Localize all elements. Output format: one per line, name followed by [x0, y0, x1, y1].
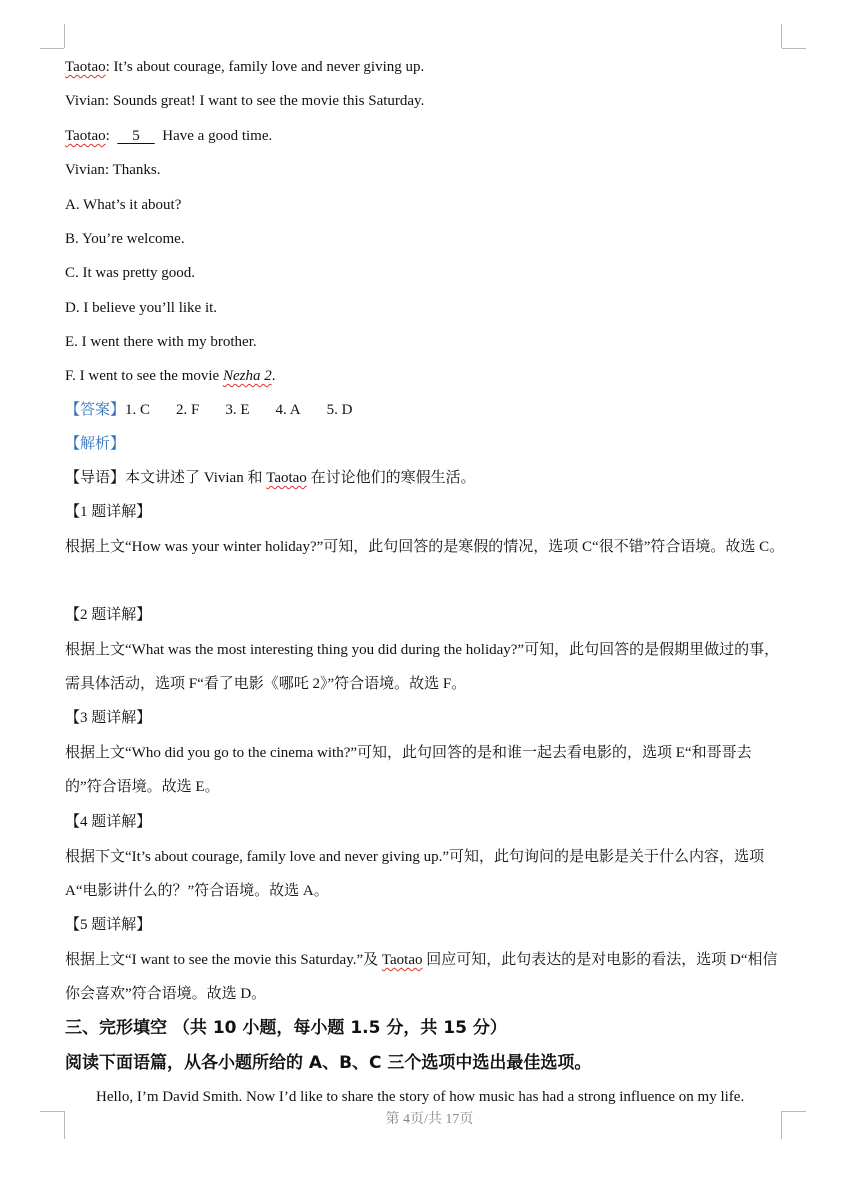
analysis-label: 【解析】	[65, 436, 126, 452]
crop-mark	[781, 24, 782, 48]
answer-label: 【答案】	[65, 402, 126, 418]
dialogue-line	[65, 126, 272, 146]
answer-item: 5. D	[326, 402, 353, 418]
option-f: F. I went to see the movie Nezha 2.	[65, 368, 276, 384]
option-a: A. What’s it about?	[65, 197, 182, 213]
dialogue-text: : Sounds great! I want to see the movie this Saturday.	[104, 93, 425, 109]
option-b: B. You’re welcome.	[65, 231, 185, 247]
detail-text: 根据上文“How was your winter holiday?”可知，此句回答的是寒假的情况，选项 C“很不错”符合语境。故选 C。	[65, 539, 785, 555]
guide-line: 【导语】本文讲述了 Vivian 和 Taotao 在讨论他们的寒假生活。	[65, 470, 476, 486]
dialogue-text: : It’s about courage, family love and never giving up.	[105, 59, 425, 75]
answer-item: 1. C	[125, 402, 151, 418]
movie-title: Nezha 2	[222, 368, 272, 384]
detail-text: 根据上文“Who did you go to the cinema with?”可知，此句回答的是和谁一起去看电影的，选项 E“和哥哥去的”符合语境。故选 E。	[65, 745, 752, 795]
answer-item: 2. F	[176, 402, 200, 418]
passage-first-line: Hello, I’m David Smith. Now I’d like to share the story of how music has had a strong influence on my life.	[96, 1089, 745, 1105]
section-heading: 三、完形填空 （共 10 小题，每小题 1.5 分，共 15 分）	[65, 1018, 507, 1038]
dialogue-text: : Thanks.	[104, 162, 161, 178]
section-instruction: 阅读下面语篇，从各小题所给的 A、B、C 三个选项中选出最佳选项。	[65, 1053, 592, 1073]
detail-title: 【2 题详解】	[65, 607, 152, 623]
detail-text: 根据上文“I want to see the movie this Saturday.”及 Taotao 回应可知，此句表达的是对电影的看法，选项 D“相信你会喜欢”符合语境。故选 D。	[65, 952, 778, 1002]
detail-title: 【3 题详解】	[65, 710, 152, 726]
speaker: Taotao	[65, 59, 106, 75]
answer-blank: 5	[117, 128, 155, 144]
dialogue-line	[65, 91, 424, 111]
crop-mark	[40, 48, 64, 49]
dialogue-text: Have a good time.	[154, 128, 273, 144]
dialogue-text: :	[105, 128, 118, 144]
answer-line	[65, 400, 352, 420]
dialogue-line	[65, 160, 161, 180]
crop-mark	[64, 24, 65, 48]
speaker: Vivian	[65, 162, 105, 178]
detail-title: 【5 题详解】	[65, 917, 152, 933]
detail-title: 【4 题详解】	[65, 814, 152, 830]
answer-item: 3. E	[225, 402, 250, 418]
speaker: Vivian	[65, 93, 105, 109]
crop-mark	[782, 48, 806, 49]
page-footer: 第 4页/共 17页	[385, 1112, 474, 1127]
option-d: D. I believe you’ll like it.	[65, 300, 218, 316]
detail-text: 根据下文“It’s about courage, family love and never giving up.”可知，此句询问的是电影是关于什么内容，选项 A“电影讲什么的？”符合语境。故选 A。	[65, 849, 765, 899]
dialogue-line	[65, 57, 424, 77]
speaker: Taotao	[65, 128, 106, 144]
answer-item: 4. A	[275, 402, 301, 418]
option-c: C. It was pretty good.	[65, 265, 195, 281]
detail-title: 【1 题详解】	[65, 504, 152, 520]
option-e: E. I went there with my brother.	[65, 334, 257, 350]
detail-text: 根据上文“What was the most interesting thing you did during the holiday?”可知，此句回答的是假期里做过的事，需具体活动，选项 F“看了电影《哪吒 2》”符合语境。故选 F。	[65, 642, 780, 692]
